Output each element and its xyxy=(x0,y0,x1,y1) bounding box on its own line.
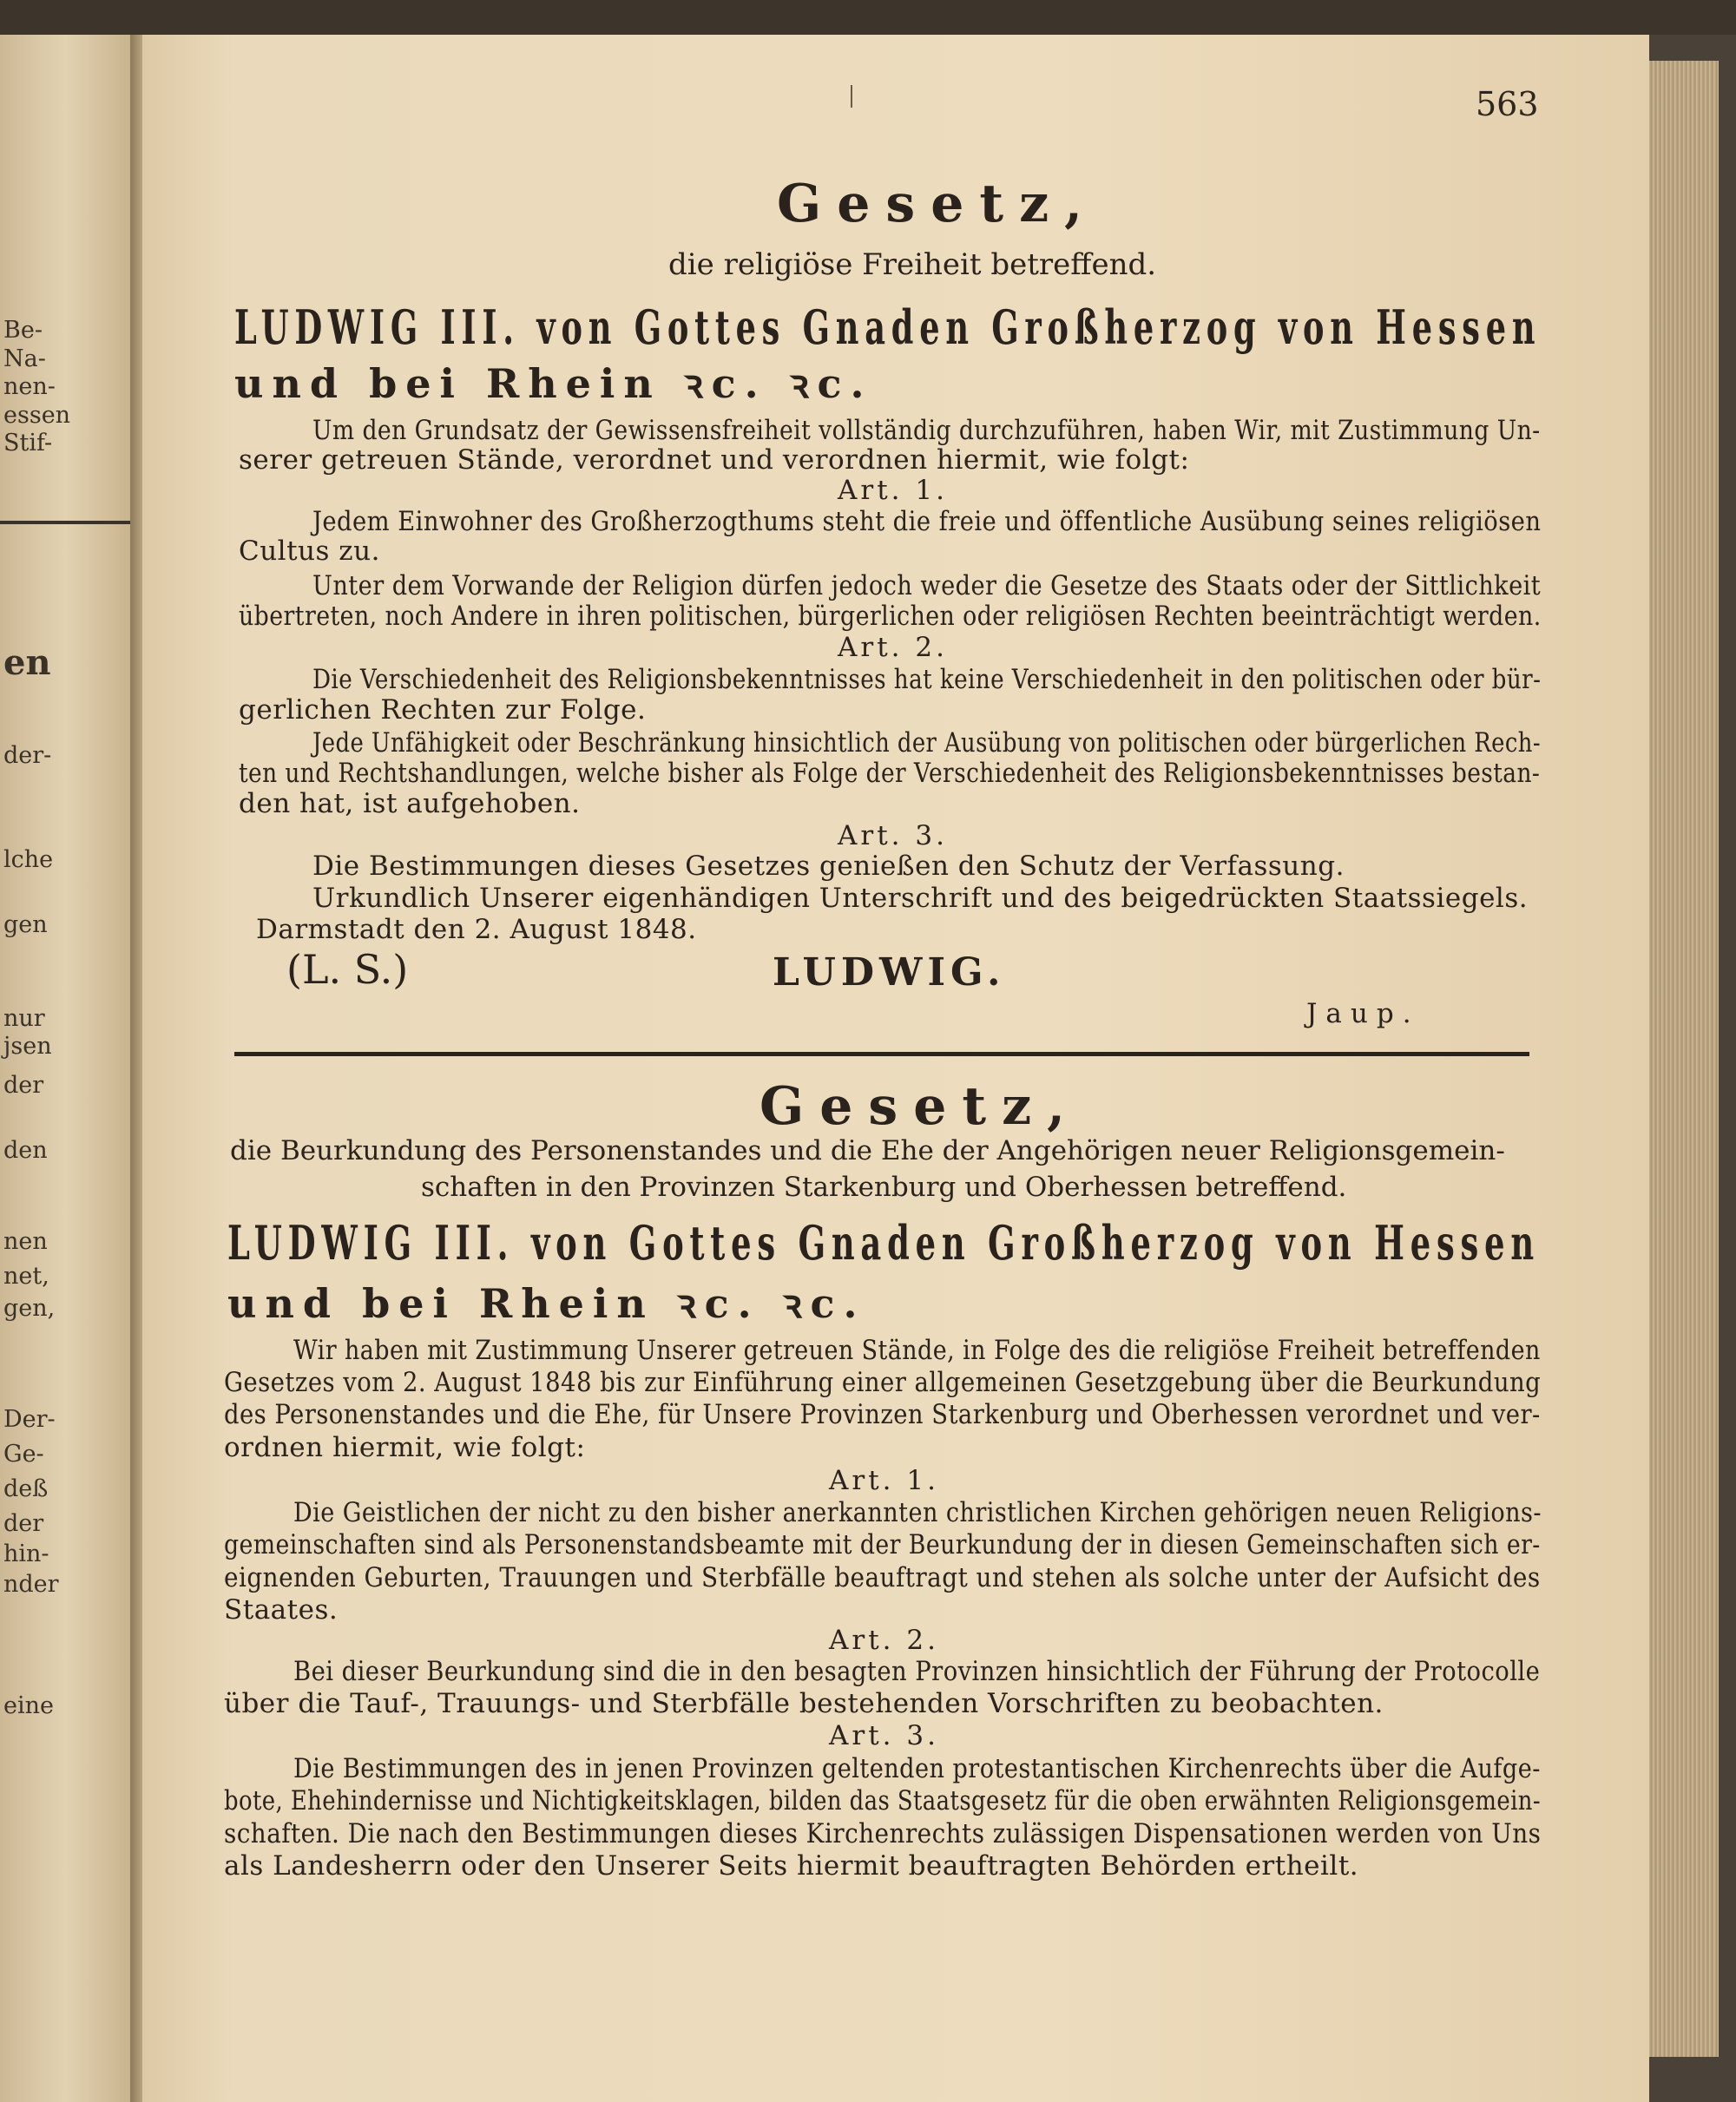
left-page-rule xyxy=(0,521,130,524)
law2-art2-line: über die Tauf-, Trauungs- und Sterbfälle bestehenden Vorschriften zu beobachten. xyxy=(224,1688,1384,1719)
law1-preamble-line: Um den Grundsatz der Gewissensfreiheit vollständig durchzuführen, haben Wir, mit Zustimmung Un- xyxy=(312,415,1541,446)
law1-art1-line: Cultus zu. xyxy=(239,535,380,567)
law1-art3-line: Urkundlich Unserer eigenhändigen Unterschrift und des beigedrückten Staatssiegels. xyxy=(312,883,1529,914)
law1-art2-heading: Art. 2. xyxy=(838,632,948,663)
law1-title: Gesetz, xyxy=(777,174,1099,234)
law2-preamble-line: des Personenstandes und die Ehe, für Unsere Provinzen Starkenburg und Oberhessen verordnet und ver- xyxy=(224,1399,1541,1430)
law2-preamble-line: Wir haben mit Zustimmung Unserer getreuen Stände, in Folge des die religiöse Freiheit betreffenden xyxy=(293,1335,1541,1366)
left-fragment: en xyxy=(3,642,51,683)
left-fragment: Der- xyxy=(3,1406,56,1433)
left-fragment: der xyxy=(3,1072,44,1099)
left-fragment: Stif- xyxy=(3,430,53,457)
left-fragment: der- xyxy=(3,742,52,769)
law1-art2-line: gerlichen Rechten zur Folge. xyxy=(239,694,647,726)
left-fragment: der xyxy=(3,1510,44,1537)
law1-signature: LUDWIG. xyxy=(773,950,1006,995)
left-fragment: gen, xyxy=(3,1295,56,1322)
law2-subtitle-line: die Beurkundung des Personenstandes und die Ehe der Angehörigen neuer Religionsgemein- xyxy=(230,1135,1505,1166)
left-fragment: Be- xyxy=(3,317,43,344)
law1-subtitle: die religiöse Freiheit betreffend. xyxy=(668,247,1157,282)
law1-countersignature: Jaup. xyxy=(1306,998,1420,1029)
law2-art3-line: bote, Ehehindernisse und Nichtigkeitsklagen, bilden das Staatsgesetz für die oben erwähnten Religionsgemein- xyxy=(224,1785,1542,1816)
left-fragment: eine xyxy=(3,1692,54,1719)
left-fragment: den xyxy=(3,1137,48,1164)
book-gutter xyxy=(130,35,142,2102)
left-fragment: nen xyxy=(3,1228,48,1255)
law1-art3-line: Die Bestimmungen dieses Gesetzes genießen den Schutz der Verfassung. xyxy=(312,851,1345,882)
left-fragment: nen- xyxy=(3,373,56,400)
law1-art2-line: den hat, ist aufgehoben. xyxy=(239,788,581,819)
pen-mark xyxy=(851,85,852,108)
law1-art1-line: übertreten, noch Andere in ihren politischen, bürgerlichen oder religiösen Rechten beeinträchtigt werden. xyxy=(239,601,1542,632)
law1-ludwig-line2: und bei Rhein ꝛc. ꝛc. xyxy=(234,360,873,407)
law1-preamble-line: serer getreuen Stände, verordnet und verordnen hiermit, wie folgt: xyxy=(239,444,1190,476)
law1-art2-line: ten und Rechtshandlungen, welche bisher als Folge der Verschiedenheit des Religionsbekenntnisses bestan- xyxy=(239,758,1541,789)
law2-title: Gesetz, xyxy=(760,1076,1082,1137)
law1-art2-line: Jede Unfähigkeit oder Beschränkung hinsichtlich der Ausübung von politischen oder bürgerlichen Rech- xyxy=(312,727,1541,759)
law2-ludwig-line1: LUDWIG III. von Gottes Gnaden Großherzog von Hessen xyxy=(227,1215,1540,1271)
law2-ludwig-line2: und bei Rhein ꝛc. ꝛc. xyxy=(227,1280,866,1327)
law1-date: Darmstadt den 2. August 1848. xyxy=(256,914,697,945)
law2-subtitle-line: schaften in den Provinzen Starkenburg und Oberhessen betreffend. xyxy=(421,1172,1347,1203)
law1-art1-heading: Art. 1. xyxy=(838,475,948,506)
left-fragment: lche xyxy=(3,846,54,873)
law2-art3-line: schaften. Die nach den Bestimmungen dieses Kirchenrechts zulässigen Dispensationen werden von Uns xyxy=(224,1818,1542,1849)
law2-art2-heading: Art. 2. xyxy=(829,1625,939,1656)
law1-art1-line: Jedem Einwohner des Großherzogthums steht die freie und öffentliche Ausübung seines religiösen xyxy=(312,506,1542,537)
law2-art3-heading: Art. 3. xyxy=(829,1720,939,1751)
law1-art3-heading: Art. 3. xyxy=(838,820,948,851)
left-fragment: gen xyxy=(3,911,48,938)
law1-art2-line: Die Verschiedenheit des Religionsbekenntnisses hat keine Verschiedenheit in den politischen oder bür- xyxy=(312,664,1542,695)
left-page-margin xyxy=(0,35,130,2102)
section-divider xyxy=(234,1052,1529,1056)
left-fragment: jsen xyxy=(3,1033,52,1060)
page-number: 563 xyxy=(1476,85,1539,123)
law2-art3-line: als Landesherrn oder den Unserer Seits hiermit beauftragten Behörden ertheilt. xyxy=(224,1850,1359,1882)
law2-art3-line: Die Bestimmungen des in jenen Provinzen geltenden protestantischen Kirchenrechts über die Aufge- xyxy=(293,1753,1541,1784)
left-fragment: Na- xyxy=(3,345,46,372)
book-top-shadow xyxy=(0,0,1736,35)
left-fragment: Ge- xyxy=(3,1441,44,1468)
law2-art1-heading: Art. 1. xyxy=(829,1465,939,1496)
law2-art2-line: Bei dieser Beurkundung sind die in den besagten Provinzen hinsichtlich der Führung der Protocolle xyxy=(293,1656,1541,1687)
left-fragment: nur xyxy=(3,1005,45,1032)
law1-art1-line: Unter dem Vorwande der Religion dürfen jedoch weder die Gesetze des Staats oder der Sittlichkeit xyxy=(312,570,1542,601)
page-stack-edge xyxy=(1649,61,1719,2057)
left-fragment: nder xyxy=(3,1571,59,1598)
law2-art1-line: gemeinschaften sind als Personenstandsbeamte mit der Beurkundung der in diesen Gemeinschaften sich er- xyxy=(224,1529,1541,1560)
law2-art1-line: eignenden Geburten, Trauungen und Sterbfälle beauftragt und stehen als solche unter der Aufsicht des xyxy=(224,1562,1541,1593)
law2-preamble-line: ordnen hiermit, wie folgt: xyxy=(224,1432,586,1463)
left-fragment: deß xyxy=(3,1475,49,1502)
left-fragment: hin- xyxy=(3,1540,49,1567)
left-fragment: net, xyxy=(3,1263,49,1290)
law1-seal: (L. S.) xyxy=(286,946,409,993)
law2-preamble-line: Gesetzes vom 2. August 1848 bis zur Einführung einer allgemeinen Gesetzgebung über die Beurkundung xyxy=(224,1367,1542,1398)
left-fragment: essen xyxy=(3,402,71,429)
law2-art1-line: Staates. xyxy=(224,1594,339,1626)
law1-ludwig-line1: LUDWIG III. von Gottes Gnaden Großherzog von Hessen xyxy=(234,299,1542,355)
law2-art1-line: Die Geistlichen der nicht zu den bisher anerkannten christlichen Kirchen gehörigen neuen Religions- xyxy=(293,1497,1542,1528)
